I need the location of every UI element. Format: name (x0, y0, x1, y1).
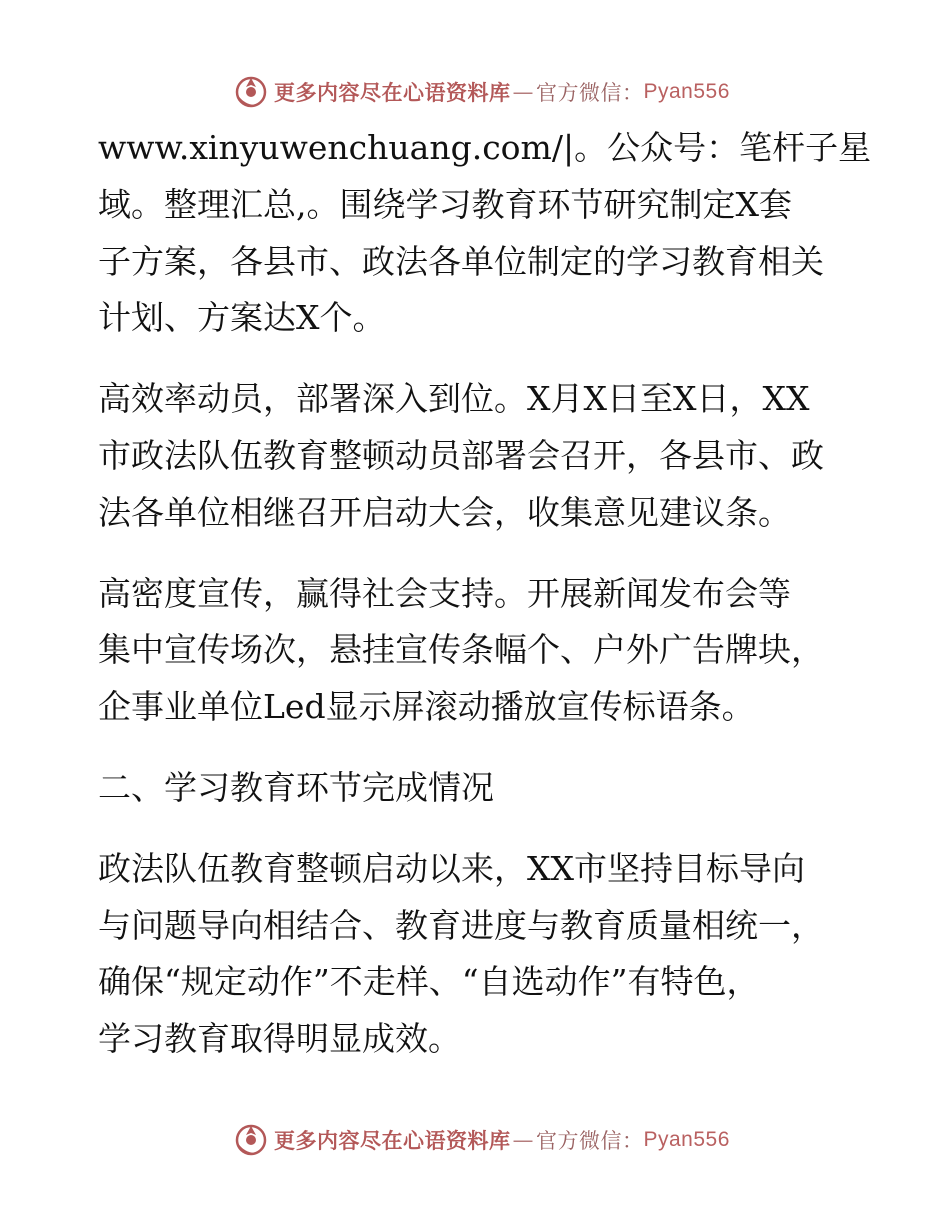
paragraph (98, 566, 858, 736)
text-line: 确保“规定动作”不走样、“自选动作”有特色， (98, 962, 760, 1002)
text-line: 高密度宣传，赢得社会支持。开展新闻发布会等 (98, 573, 791, 613)
text-line: 法各单位相继召开启动大会，收集意见建议条。 (98, 492, 791, 532)
brand-logo-icon (234, 75, 268, 109)
heading-line: 二、学习教育环节完成情况 (98, 767, 494, 807)
text-line: www.xinyuwenchuang.com/|。公众号：笔杆子星 (98, 128, 872, 167)
text-line: 域。整理汇总,。围绕学习教育环节研究制定X套 (98, 184, 792, 224)
banner-title: 更多内容尽在心语资料库 (274, 1129, 511, 1153)
banner-wechat-id: Pyan556 (643, 80, 730, 103)
text-line: 企事业单位Led显示屏滚动播放宣传标语条。 (98, 687, 755, 727)
text-line: 学习教育取得明显成效。 (98, 1019, 461, 1059)
text-line: 子方案，各县市、政法各单位制定的学习教育相关 (98, 241, 824, 281)
banner-title: 更多内容尽在心语资料库 (274, 81, 511, 105)
text-line: 与问题导向相结合、教育进度与教育质量相统一， (98, 905, 824, 945)
paragraph (98, 120, 872, 347)
paragraph (98, 371, 858, 541)
text-line: 高效率动员，部署深入到位。X月X日至X日，XX (98, 379, 810, 419)
section-heading (98, 760, 858, 817)
banner-wechat-label: 官方微信： (536, 81, 644, 105)
footer-banner (234, 1120, 730, 1160)
brand-logo-icon (234, 1123, 268, 1157)
text-line: 市政法队伍教育整顿动员部署会召开，各县市、政 (98, 435, 824, 475)
text-line: 集中宣传场次，悬挂宣传条幅个、户外广告牌块， (98, 630, 824, 670)
paragraph (98, 841, 858, 1068)
banner-separator: — (512, 80, 534, 104)
text-line: 政法队伍教育整顿启动以来，XX市坚持目标导向 (98, 848, 805, 888)
banner-wechat-id: Pyan556 (643, 1128, 730, 1151)
header-banner (234, 72, 730, 112)
banner-wechat-label: 官方微信： (536, 1129, 644, 1153)
document-body (98, 120, 872, 1068)
text-line: 计划、方案达X个。 (98, 298, 386, 338)
banner-separator: — (512, 1128, 534, 1152)
